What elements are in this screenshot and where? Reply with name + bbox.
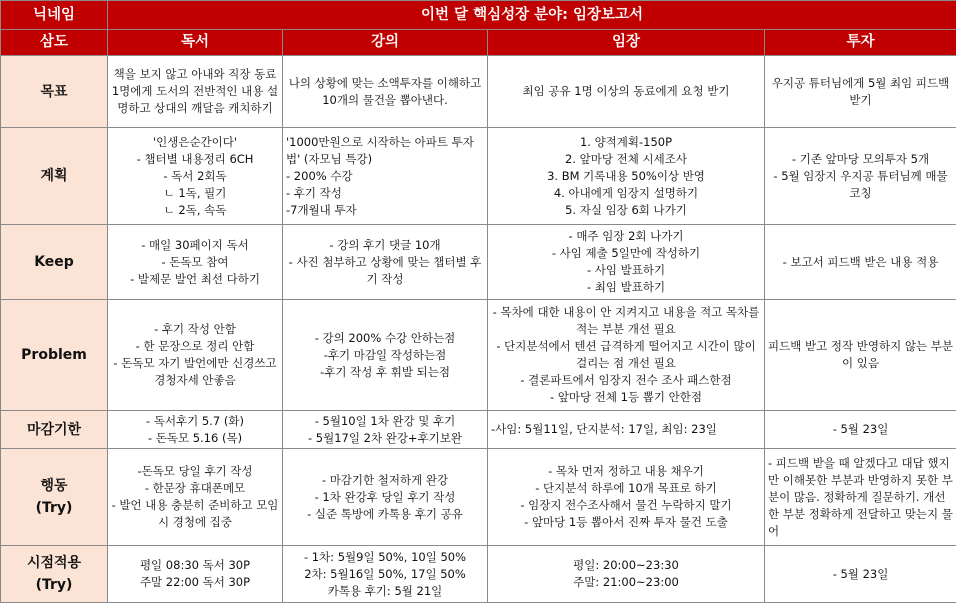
- cell-text-line: '인생은순간이다': [111, 134, 279, 151]
- table-row-action: [1, 449, 956, 546]
- cell-text-line: 평일: 20:00~23:30: [491, 557, 761, 574]
- cell-text-line: 주말: 21:00~23:00: [491, 574, 761, 591]
- cell-text-line: - 강의 200% 수강 안하는점: [286, 330, 484, 347]
- cell-goal-lecture: [283, 56, 488, 128]
- column-header-samdo: 삼도: [1, 30, 108, 56]
- cell-text-line: 책을 보지 않고 아내와 직장 동료 1명에게 도서의 전반적인 내용 설명하고 상대의 깨달음 캐치하기: [111, 66, 279, 117]
- cell-text-line: - 한 문장으로 정리 안함: [111, 338, 279, 355]
- cell-text-line: '1000만원으로 시작하는 아파트 투자법' (자모님 특강): [286, 134, 484, 168]
- cell-action-lecture: [283, 449, 488, 546]
- row-label-line: Problem: [4, 344, 104, 366]
- cell-keep-investment: [765, 225, 956, 300]
- row-label-line: 목표: [4, 81, 104, 103]
- row-label-action: [1, 449, 108, 546]
- cell-text-line: -후기 작성 후 휘발 되는점: [286, 364, 484, 381]
- cell-plan-imjang: [488, 128, 765, 225]
- cell-text-line: - 독서 2회독: [111, 168, 279, 185]
- cell-goal-imjang: [488, 56, 765, 128]
- cell-text-line: 5. 자실 임장 6회 나가기: [491, 202, 761, 219]
- table-row-plan: [1, 128, 956, 225]
- column-header-lecture: 강의: [283, 30, 488, 56]
- cell-text-line: - 사임 제출 5일만에 작성하기: [491, 245, 761, 262]
- cell-deadline-reading: [108, 411, 283, 449]
- cell-text-line: 우지공 튜터님에게 5월 최임 피드백 받기: [768, 75, 953, 109]
- cell-text-line: - 후기 작성 안함: [111, 321, 279, 338]
- cell-timing-reading: [108, 546, 283, 603]
- cell-text-line: 4. 아내에게 임장지 설명하기: [491, 185, 761, 202]
- column-header-imjang: 임장: [488, 30, 765, 56]
- row-label-line: 마감기한: [4, 419, 104, 441]
- column-header-row: [1, 30, 956, 56]
- row-label-plan: [1, 128, 108, 225]
- cell-text-line: - 발제문 발언 최선 다하기: [111, 271, 279, 288]
- cell-text-line: 최임 공유 1명 이상의 동료에게 요청 받기: [491, 83, 761, 100]
- cell-text-line: - 돈독모 5.16 (목): [111, 430, 279, 447]
- cell-text-line: ㄴ 2독, 속독: [111, 202, 279, 219]
- cell-keep-lecture: [283, 225, 488, 300]
- cell-text-line: - 결론파트에서 임장지 전수 조사 패스한점: [491, 372, 761, 389]
- cell-text-line: - 1차: 5월9일 50%, 10일 50%: [286, 549, 484, 566]
- cell-text-line: 1. 양적계획-150P: [491, 134, 761, 151]
- column-header-investment: 투자: [765, 30, 956, 56]
- row-label-line: (Try): [4, 574, 104, 596]
- cell-text-line: - 돈독모 참여: [111, 254, 279, 271]
- cell-text-line: - 기존 앞마당 모의투자 5개: [768, 151, 953, 168]
- cell-text-line: 평일 08:30 독서 30P: [111, 557, 279, 574]
- cell-text-line: - 강의 후기 댓글 10개: [286, 237, 484, 254]
- cell-plan-reading: [108, 128, 283, 225]
- cell-action-reading: [108, 449, 283, 546]
- cell-text-line: - 최임 발표하기: [491, 279, 761, 296]
- cell-plan-investment: [765, 128, 956, 225]
- cell-text-line: -돈독모 당일 후기 작성: [111, 463, 279, 480]
- cell-text-line: 2차: 5월16일 50%, 17일 50%: [286, 566, 484, 583]
- cell-timing-imjang: [488, 546, 765, 603]
- cell-keep-reading: [108, 225, 283, 300]
- row-label-keep: [1, 225, 108, 300]
- cell-text-line: - 독서후기 5.7 (화): [111, 413, 279, 430]
- cell-text-line: ㄴ 1독, 필기: [111, 185, 279, 202]
- cell-problem-investment: [765, 300, 956, 411]
- column-header-reading: 독서: [108, 30, 283, 56]
- cell-text-line: 피드백 받고 정작 반영하지 않는 부분이 있음: [768, 338, 953, 372]
- cell-text-line: 3. BM 기록내용 50%이상 반영: [491, 168, 761, 185]
- cell-text-line: - 보고서 피드백 받은 내용 적용: [768, 254, 953, 271]
- row-label-problem: [1, 300, 108, 411]
- cell-text-line: - 단지분석에서 텐션 급격하게 떨어지고 시간이 많이 걸리는 점 개선 필요: [491, 338, 761, 372]
- row-label-deadline: [1, 411, 108, 449]
- cell-text-line: - 발언 내용 충분히 준비하고 모임 시 경청에 집중: [111, 497, 279, 531]
- cell-deadline-lecture: [283, 411, 488, 449]
- nickname-label: 닉네임: [1, 1, 108, 30]
- row-label-line: 계획: [4, 165, 104, 187]
- cell-text-line: 카톡용 후기: 5월 21일: [286, 583, 484, 600]
- table-row-timing: [1, 546, 956, 603]
- cell-action-imjang: [488, 449, 765, 546]
- cell-text-line: - 5월10일 1차 완강 및 후기: [286, 413, 484, 430]
- cell-problem-imjang: [488, 300, 765, 411]
- cell-text-line: - 앞마당 전체 1등 뽑기 안한점: [491, 389, 761, 406]
- cell-text-line: - 5월17일 2차 완강+후기보완: [286, 430, 484, 447]
- cell-text-line: -7개월내 투자: [286, 202, 484, 219]
- table-row-deadline: [1, 411, 956, 449]
- table-row-problem: [1, 300, 956, 411]
- cell-text-line: - 매일 30페이지 독서: [111, 237, 279, 254]
- cell-text-line: - 목차 먼저 정하고 내용 채우기: [491, 463, 761, 480]
- cell-text-line: - 매주 임장 2회 나가기: [491, 228, 761, 245]
- cell-keep-imjang: [488, 225, 765, 300]
- cell-text-line: - 5월 23일: [768, 421, 953, 438]
- row-label-line: (Try): [4, 497, 104, 519]
- cell-timing-investment: [765, 546, 956, 603]
- row-label-line: Keep: [4, 251, 104, 273]
- cell-text-line: - 사임 발표하기: [491, 262, 761, 279]
- cell-text-line: - 임장지 전수조사해서 물건 누락하지 말기: [491, 497, 761, 514]
- cell-text-line: - 5월 23일: [768, 566, 953, 583]
- cell-goal-investment: [765, 56, 956, 128]
- cell-deadline-imjang: [488, 411, 765, 449]
- row-label-line: 행동: [4, 475, 104, 497]
- cell-text-line: - 챕터별 내용정리 6CH: [111, 151, 279, 168]
- cell-text-line: - 돈독모 자기 발언에만 신경쓰고 경청자세 안좋음: [111, 355, 279, 389]
- cell-text-line: 나의 상황에 맞는 소액투자를 이해하고 10개의 물건을 뽑아낸다.: [286, 75, 484, 109]
- cell-text-line: 2. 앞마당 전체 시세조사: [491, 151, 761, 168]
- row-label-line: 시점적용: [4, 552, 104, 574]
- cell-text-line: - 한문장 휴대폰메모: [111, 480, 279, 497]
- cell-goal-reading: [108, 56, 283, 128]
- cell-text-line: -후기 마감일 작성하는점: [286, 347, 484, 364]
- cell-plan-lecture: [283, 128, 488, 225]
- cell-text-line: - 마감기한 철저하게 완강: [286, 472, 484, 489]
- cell-text-line: - 200% 수강: [286, 168, 484, 185]
- cell-text-line: - 5월 임장지 우지공 튜터님께 매물코칭: [768, 168, 953, 202]
- row-label-goal: [1, 56, 108, 128]
- cell-text-line: - 피드백 받을 때 알겠다고 대답 했지만 이해못한 부분과 반영하지 못한 부분이 많음. 정확하게 질문하기. 개선한 부분 정확하게 전달하고 맞는지 물어: [768, 455, 953, 540]
- cell-text-line: - 후기 작성: [286, 185, 484, 202]
- title-row: [1, 1, 956, 30]
- cell-text-line: - 목차에 대한 내용이 안 지켜지고 내용을 적고 목차를 적는 부분 개선 필요: [491, 304, 761, 338]
- cell-text-line: -사임: 5월11일, 단지분석: 17일, 최임: 23일: [491, 421, 761, 438]
- cell-deadline-investment: [765, 411, 956, 449]
- cell-problem-reading: [108, 300, 283, 411]
- cell-text-line: - 앞마당 1등 뽑아서 진짜 투자 물건 도출: [491, 514, 761, 531]
- cell-text-line: - 실준 톡방에 카톡용 후기 공유: [286, 506, 484, 523]
- page-title: 이번 달 핵심성장 분야: 임장보고서: [108, 1, 956, 30]
- cell-text-line: - 1차 완강후 당일 후기 작성: [286, 489, 484, 506]
- table-row-keep: [1, 225, 956, 300]
- row-label-timing: [1, 546, 108, 603]
- cell-action-investment: [765, 449, 956, 546]
- cell-problem-lecture: [283, 300, 488, 411]
- cell-text-line: - 단지분석 하루에 10개 목표로 하기: [491, 480, 761, 497]
- cell-text-line: 주말 22:00 독서 30P: [111, 574, 279, 591]
- cell-timing-lecture: [283, 546, 488, 603]
- cell-text-line: - 사진 첨부하고 상황에 맞는 챕터별 후기 작성: [286, 254, 484, 288]
- table-row-goal: [1, 56, 956, 128]
